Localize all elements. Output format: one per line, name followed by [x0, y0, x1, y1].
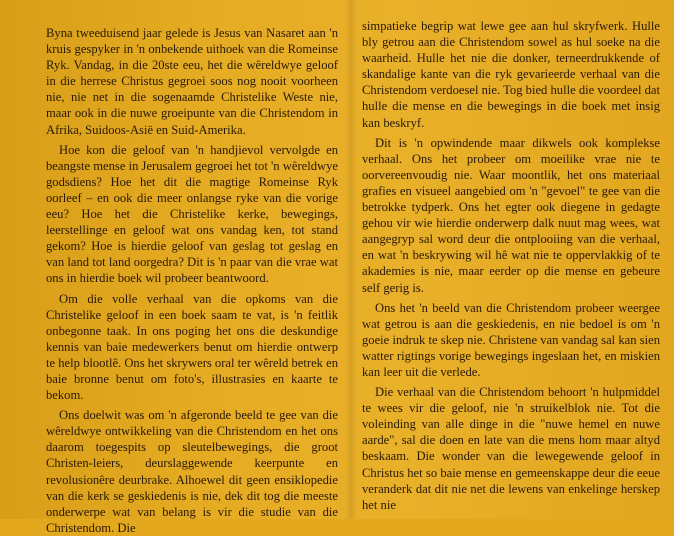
- paragraph: Om die volle verhaal van die opkoms van die Christelike geloof in een boek saam te vat, is 'n feitlik onbegonne taak. In ons poging het ons die deskundige kennis van baie medewerkers benut om hierdie ontwerp te help blootlê. Ons het skrywers oral ter wêreld betrek en baie bronne benut om foto's, illustrasies en kaarte te bekom.: [46, 291, 339, 403]
- paragraph: Byna tweeduisend jaar gelede is Jesus van Nasaret aan 'n kruis gespyker in 'n onbekende uithoek van die Romeinse Ryk. Vandag, in die 20ste eeu, het die wêreldwye geloof in die herrese Christus gegroei soos nog nooit voorheen nie, nie net in die sogenaamde Christelike Weste nie, maar ook in die nuwe groeipunte van die Christendom in Afrika, Suidoos-Asië en Suid-Amerika.: [46, 26, 338, 137]
- paragraph: Dit is 'n opwindende maar dikwels ook komplekse verhaal. Ons het probeer om moeilike vrae nie te oorvereenvoudig nie. Waar moontlik, het ons materiaal grafies en visueel aangebied om 'n "gevoel" te gee van die betrokke tydperk. Ons het egter ook diegene in gedagte gehou vir wie hierdie onderwerp dalk nuut mag wees, wat aangegryp sal word deur die ontplooiing van die verhaal, en wat 'n beskrywing wil hê wat nie te oppervlakkig of te akademies is nie, maar eerder op die mense en gebeure self gerig is.: [362, 135, 660, 295]
- paragraph: Die verhaal van die Christendom behoort 'n hulpmiddel te wees vir die geloof, nie 'n struikelblok nie. Tot die voleinding van alle dinge in die "nuwe hemel en nuwe aarde", sal die doen en late van die mens hom maar altyd beskaam. Die wonder van die lewegewende geloof in Christus het so baie mense en gemeenskappe deur die eeue veranderk dat dit nie net die lewens van enkelinge herskep het nie: [362, 385, 660, 512]
- page-fold-shadow: [345, 0, 357, 519]
- paragraph: Ons het 'n beeld van die Christendom probeer weergee wat getrou is aan die geskiedenis, en nie bedoel is om 'n goeie indruk te skep nie. Christene van vandag sal kan sien watter rigtings vorige bewegings ingeslaan het, en miskien kan leer uit die verlede.: [362, 300, 660, 379]
- left-text-column: [46, 25, 338, 536]
- paragraph: Hoe kon die geloof van 'n handjievol vervolgde en beangste mense in Jerusalem gegroei het tot 'n wêreldwye godsdiens? Hoe het dit die magtige Romeinse Ryk oorleef – en ook die meer onlangse ryke van die vorige eeu? Hoe het die Christelike kerke, bewegings, leerstellinge en geloof wat ons vandag ken, tot stand gekom? Hoe is hierdie geloof van geslag tot geslag en van land tot land oorgedra? Dit is 'n paar van die vrae wat ons in hierdie boek wil probeer beantwoord.: [46, 142, 338, 286]
- paragraph: Ons doelwit was om 'n afgeronde beeld te gee van die wêreldwye ontwikkeling van die Christendom en het ons daarom toegespits op sleutelbewegings, die groot Christen-leiers, deurslaggewende keerpunte en revolusionêre deurbrake. Alhoewel dit geen ensiklopedie van die kerk se geskiedenis is nie, dek dit tog die meeste onderwerpe wat van belang is vir die studie van die Christendom. Die: [46, 408, 338, 535]
- paragraph: simpatieke begrip wat lewe gee aan hul skryfwerk. Hulle bly getrou aan die Christendom sowel as hul soeke na die waarheid. Hulle het nie die donker, terneerdrukkende of skandalige kante van die ryk gevarieerde verhaal van die Christendom verdoesel nie. Tog bied hulle die voordeel dat hulle die mense en die bewegings in die boek met insig kan beskryf.: [362, 19, 660, 130]
- right-text-column: [362, 18, 660, 513]
